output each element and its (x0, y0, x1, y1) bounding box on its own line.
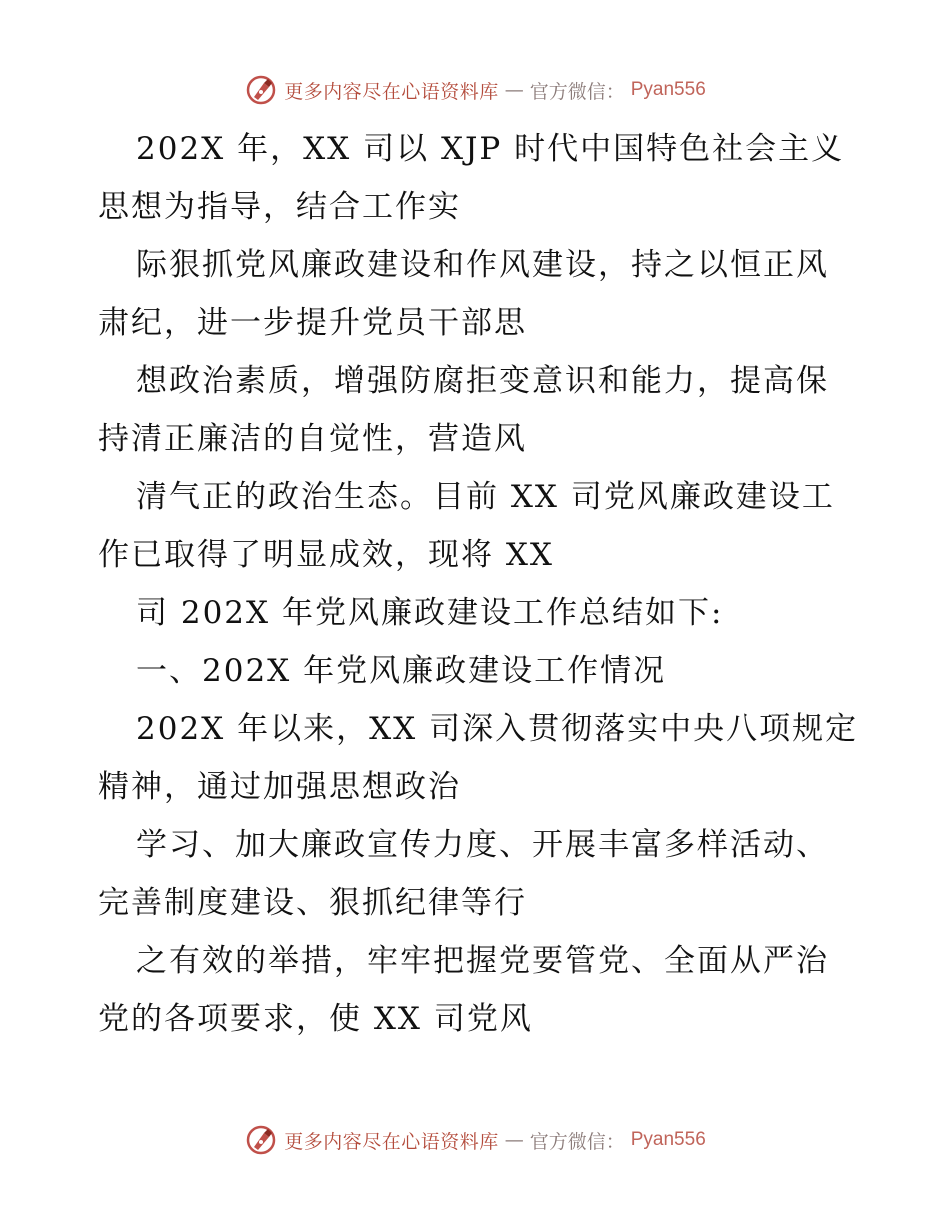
paragraph-first-line: 202X 年以来，XX 司深入贯彻落实中央八项规定 (136, 711, 859, 747)
banner-title: 更多内容尽在心语资料库 (284, 1130, 499, 1153)
pen-nib-logo-icon (244, 73, 278, 107)
paragraph-first-line: 202X 年，XX 司以 XJP 时代中国特色社会主义 (136, 131, 845, 167)
paragraph (98, 816, 858, 932)
paragraph-continuation: 党的各项要求，使 XX 司党风 (98, 1001, 533, 1037)
banner-wechat-id: Pyan556 (630, 1129, 706, 1150)
banner-title: 更多内容尽在心语资料库 (284, 80, 499, 103)
paragraph (98, 352, 858, 468)
section-heading-text: 一、202X 年党风廉政建设工作情况 (136, 653, 667, 689)
paragraph-continuation: 持清正廉洁的自觉性，营造风 (98, 421, 527, 457)
section-heading (98, 642, 858, 700)
pen-nib-logo-icon (244, 1123, 278, 1157)
paragraph (98, 236, 858, 352)
paragraph (98, 120, 858, 236)
banner-wechat-id: Pyan556 (630, 79, 706, 100)
banner-wechat-label: 官方微信： (529, 80, 625, 103)
paragraph (98, 584, 858, 642)
banner-wechat-label: 官方微信： (529, 1130, 625, 1153)
paragraph (98, 700, 858, 816)
paragraph-first-line: 司 202X 年党风廉政建设工作总结如下: (136, 595, 724, 631)
paragraph-first-line: 想政治素质，增强防腐拒变意识和能力，提高保 (136, 363, 829, 399)
banner-dash: — (504, 79, 524, 101)
paragraph-first-line: 之有效的举措，牢牢把握党要管党、全面从严治 (136, 943, 829, 979)
footer-banner (0, 1120, 950, 1160)
paragraph-continuation: 思想为指导，结合工作实 (98, 189, 461, 225)
paragraph-first-line: 学习、加大廉政宣传力度、开展丰富多样活动、 (136, 827, 829, 863)
paragraph-continuation: 完善制度建设、狠抓纪律等行 (98, 885, 527, 921)
banner-dash: — (504, 1129, 524, 1151)
paragraph (98, 932, 858, 1048)
paragraph-first-line: 清气正的政治生态。目前 XX 司党风廉政建设工 (136, 479, 835, 515)
paragraph-first-line: 际狠抓党风廉政建设和作风建设，持之以恒正风 (136, 247, 829, 283)
paragraph-continuation: 作已取得了明显成效，现将 XX (98, 537, 554, 573)
header-banner (0, 70, 950, 110)
document-body (98, 120, 858, 1048)
paragraph (98, 468, 858, 584)
paragraph-continuation: 肃纪，进一步提升党员干部思 (98, 305, 527, 341)
paragraph-continuation: 精神，通过加强思想政治 (98, 769, 461, 805)
